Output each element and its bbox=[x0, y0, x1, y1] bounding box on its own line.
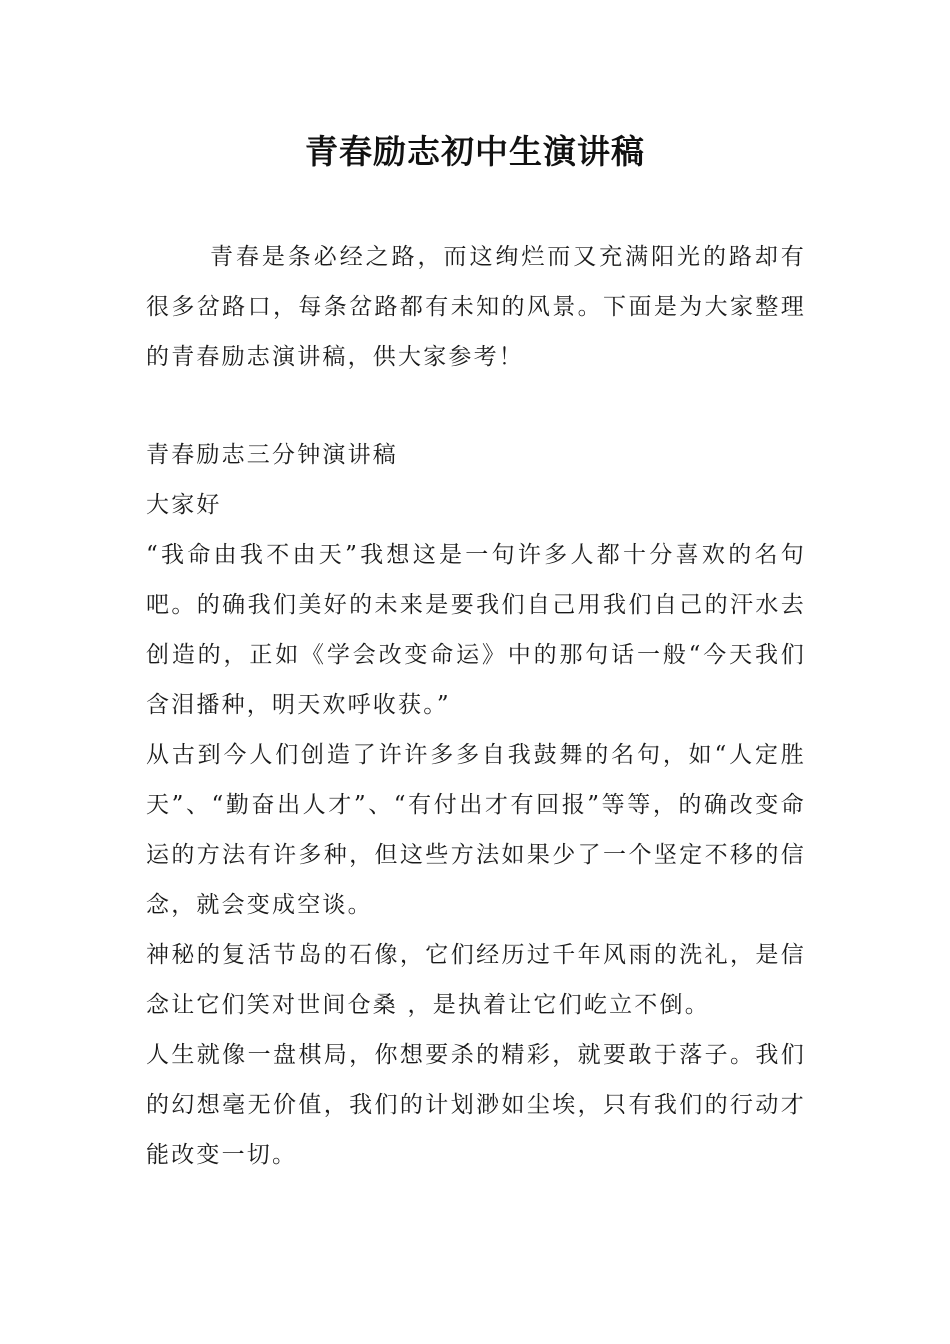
greeting-line: 大家好 bbox=[146, 492, 222, 518]
body-paragraph: “我命由我不由天”我想这是一句许多人都十分喜欢的名句吧。的确我们美好的未来是要我们自己用我们自己的汗水去创造的，正如《学会改变命运》中的那句话一般“今天我们含泪播种，明天欢呼收获。” bbox=[146, 542, 806, 718]
document-title: 青春励志初中生演讲稿 bbox=[305, 132, 645, 171]
speech-body bbox=[146, 430, 806, 1180]
body-paragraph: 从古到今人们创造了许许多多自我鼓舞的名句，如“人定胜天”、“勤奋出人才”、“有付出才有回报”等等，的确改变命运的方法有许多种，但这些方法如果少了一个坚定不移的信念，就会变成空谈。 bbox=[146, 742, 806, 918]
body-paragraph: 神秘的复活节岛的石像，它们经历过千年风雨的洗礼，是信念让它们笑对世间仓桑 ，是执着让它们屹立不倒。 bbox=[146, 942, 806, 1018]
intro-paragraph: 青春是条必经之路，而这绚烂而又充满阳光的路却有很多岔路口，每条岔路都有未知的风景。下面是为大家整理的青春励志演讲稿，供大家参考！ bbox=[146, 244, 806, 370]
body-paragraph: 人生就像一盘棋局，你想要杀的精彩，就要敢于落子。我们的幻想毫无价值，我们的计划渺如尘埃，只有我们的行动才能改变一切。 bbox=[146, 1042, 806, 1168]
section-heading: 青春励志三分钟演讲稿 bbox=[146, 442, 398, 468]
intro-block bbox=[146, 232, 806, 382]
